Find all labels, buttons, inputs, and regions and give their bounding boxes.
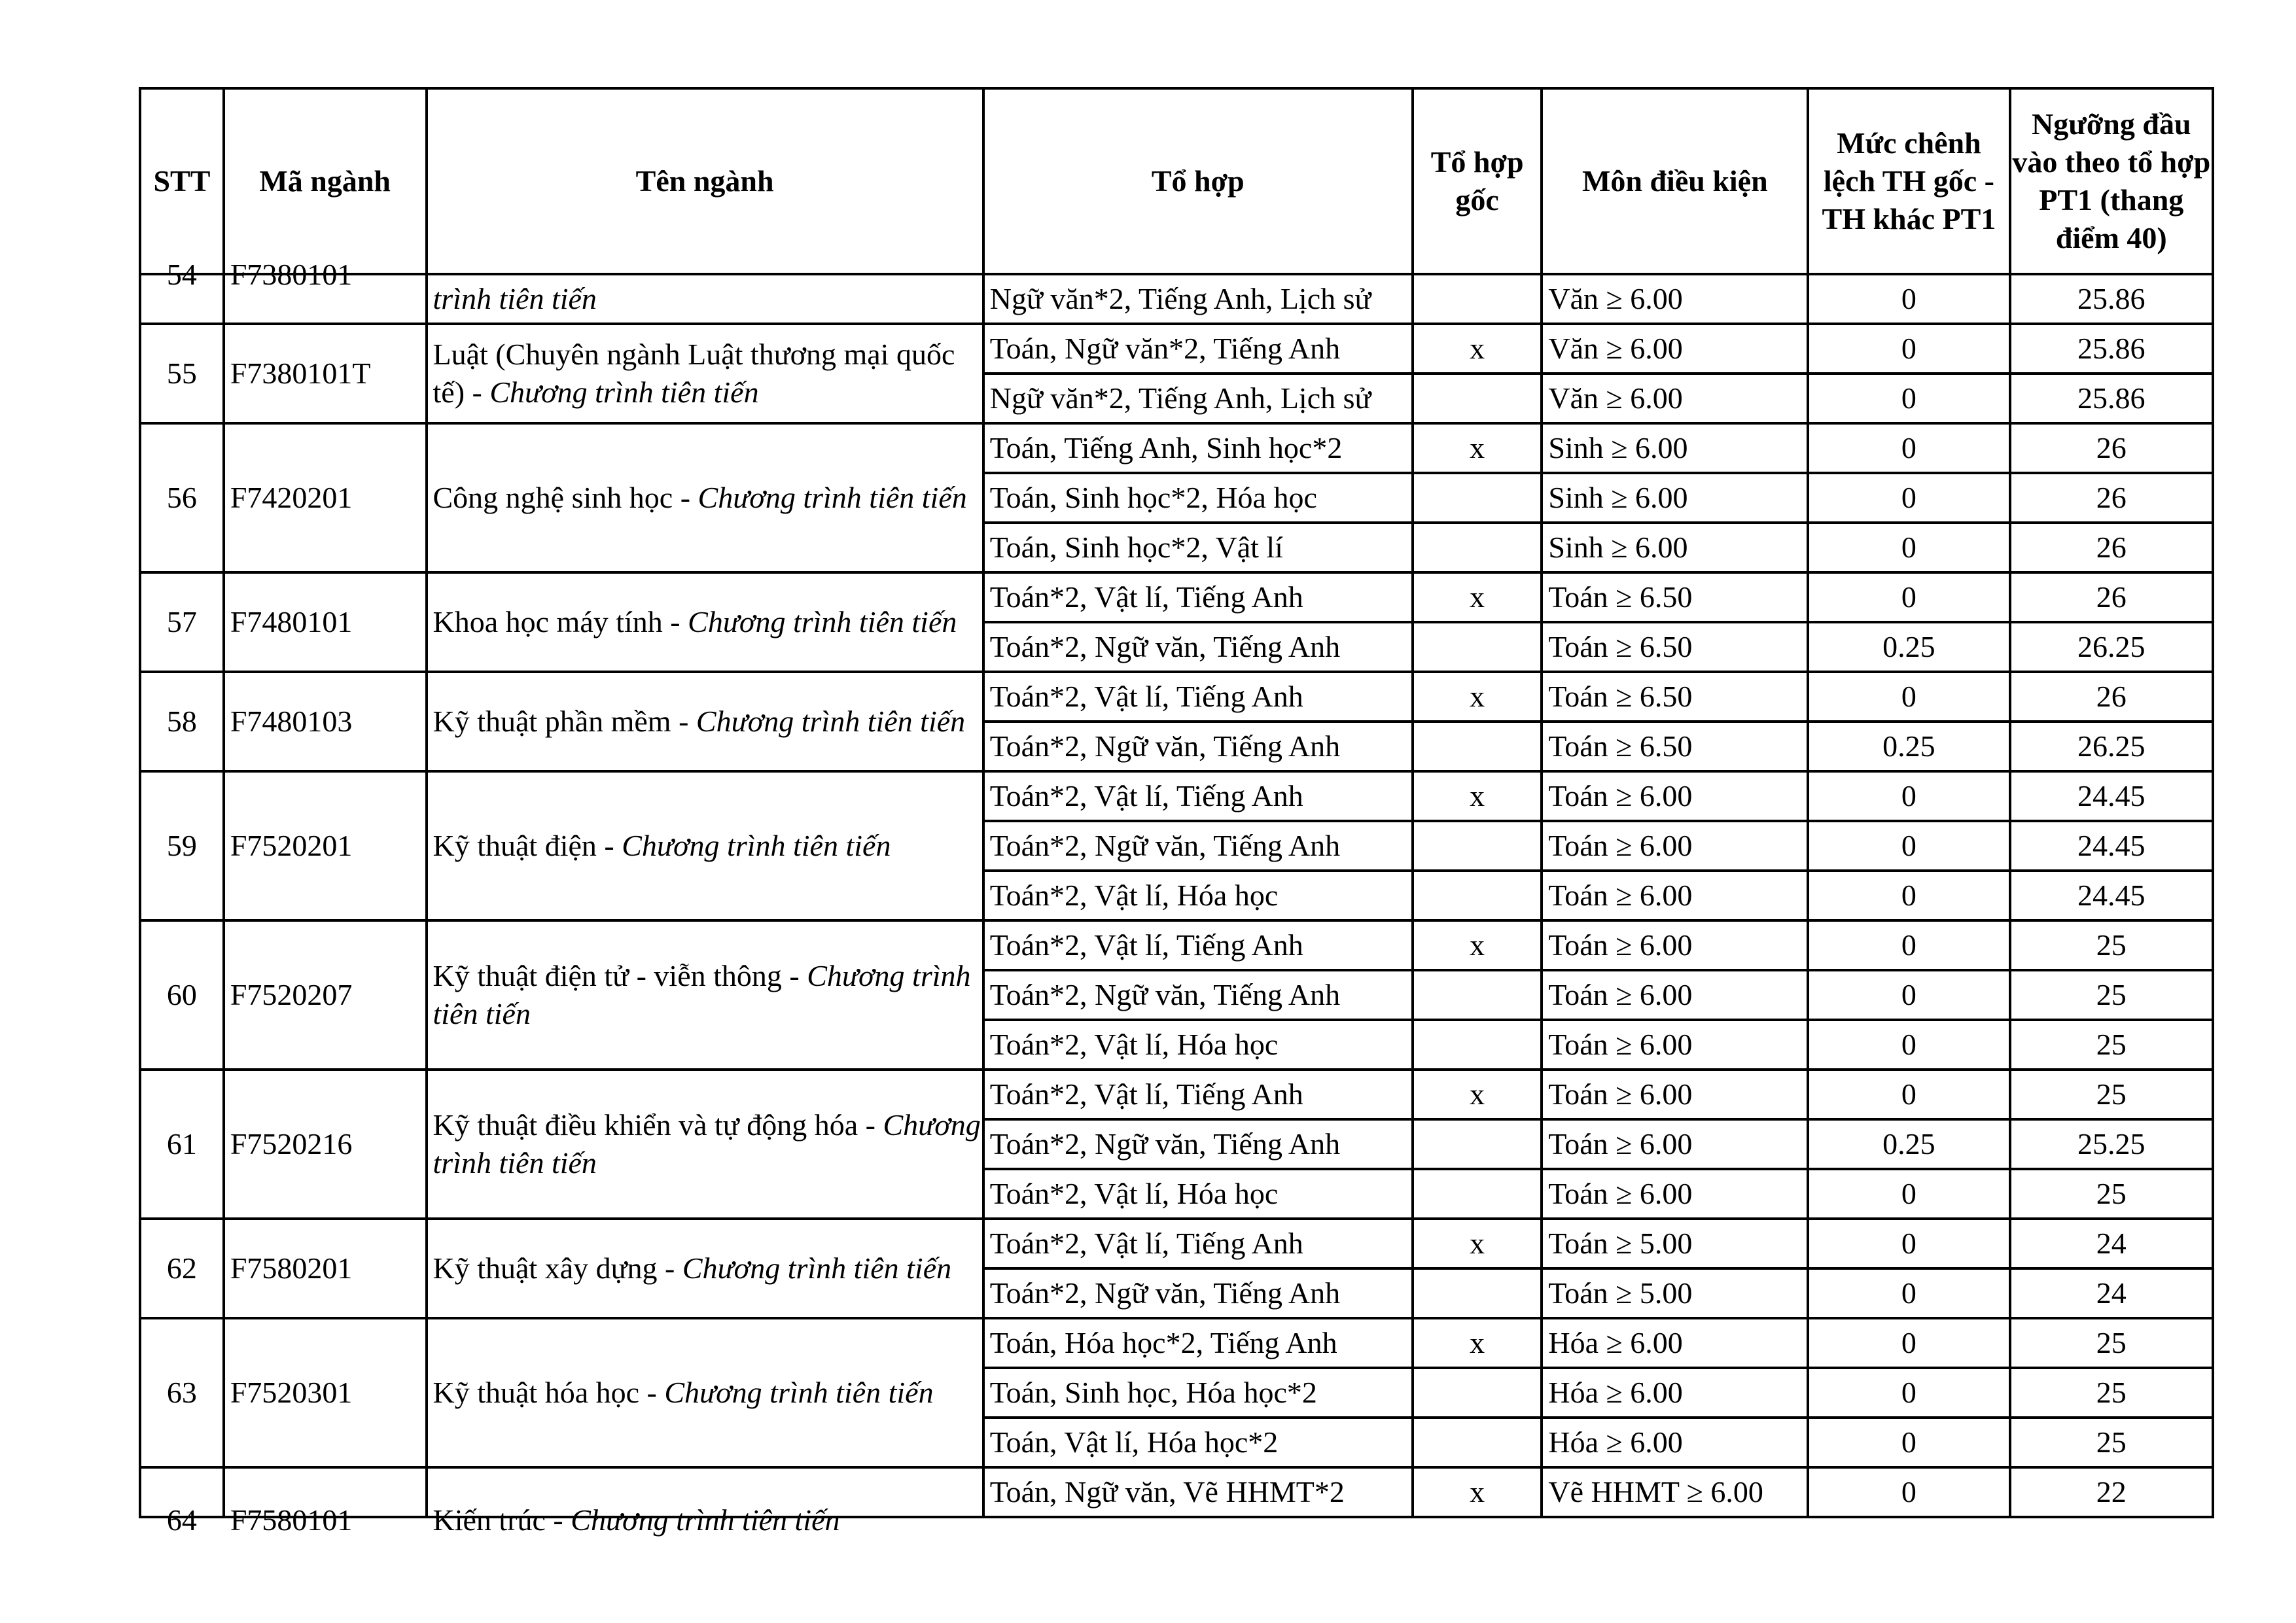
table-row [140, 324, 2213, 374]
table-row [140, 572, 2213, 622]
cell-muc-chenh-lech: 0 [1808, 473, 2009, 523]
cell-to-hop: Ngữ văn*2, Tiếng Anh, Lịch sử [983, 374, 1413, 423]
cell-nguong: 26 [2010, 523, 2213, 572]
cell-ten-nganh [427, 771, 983, 920]
cell-to-hop: Toán*2, Ngữ văn, Tiếng Anh [983, 1268, 1413, 1318]
ten-nganh-italic: Chương trình tiên tiến [489, 375, 759, 409]
cell-mon-dieu-kien: Hóa ≥ 6.00 [1542, 1418, 1808, 1467]
cell-to-hop: Toán, Sinh học, Hóa học*2 [983, 1368, 1413, 1418]
ma-nganh-text: F7520207 [230, 978, 353, 1011]
cell-to-hop: Toán, Hóa học*2, Tiếng Anh [983, 1318, 1413, 1368]
cell-stt [140, 771, 224, 920]
cell-nguong: 26 [2010, 572, 2213, 622]
cell-stt [140, 1219, 224, 1318]
ma-nganh-text: F7480103 [230, 705, 353, 738]
table-row [140, 1467, 2213, 1517]
stt-text: 54 [166, 258, 197, 291]
cell-nguong: 25 [2010, 1169, 2213, 1219]
cell-muc-chenh-lech: 0 [1808, 1020, 2009, 1070]
header-ma-nganh: Mã ngành [224, 88, 427, 274]
ten-nganh-italic: Chương trình tiên tiến [696, 705, 966, 738]
cell-to-hop: Toán*2, Ngữ văn, Tiếng Anh [983, 821, 1413, 871]
cell-nguong: 26 [2010, 672, 2213, 722]
cell-mon-dieu-kien: Sinh ≥ 6.00 [1542, 473, 1808, 523]
cell-to-hop: Toán*2, Ngữ văn, Tiếng Anh [983, 722, 1413, 771]
cell-stt [140, 423, 224, 572]
ma-nganh-text: F7580201 [230, 1251, 353, 1285]
ten-nganh-text: Kỹ thuật điều khiển và tự động hóa - [433, 1108, 883, 1142]
cell-mon-dieu-kien: Hóa ≥ 6.00 [1542, 1318, 1808, 1368]
cell-to-hop: Toán, Ngữ văn*2, Tiếng Anh [983, 324, 1413, 374]
cell-mon-dieu-kien: Toán ≥ 5.00 [1542, 1268, 1808, 1318]
stt-text: 64 [166, 1503, 197, 1537]
cell-muc-chenh-lech: 0 [1808, 771, 2009, 821]
cell-to-hop: Toán*2, Ngữ văn, Tiếng Anh [983, 970, 1413, 1020]
ten-nganh-italic: Chương trình tiên tiến [433, 1108, 981, 1179]
cell-to-hop-goc: x [1413, 1318, 1542, 1368]
header-muc-chenh-lech: Mức chênh lệch TH gốc - TH khác PT1 [1808, 88, 2009, 274]
cell-muc-chenh-lech: 0 [1808, 821, 2009, 871]
cell-stt [140, 672, 224, 771]
header-mon-dieu-kien: Môn điều kiện [1542, 88, 1808, 274]
cell-mon-dieu-kien: Toán ≥ 5.00 [1542, 1219, 1808, 1268]
cell-to-hop-goc: x [1413, 1219, 1542, 1268]
cell-mon-dieu-kien: Toán ≥ 6.00 [1542, 821, 1808, 871]
cell-to-hop: Toán, Tiếng Anh, Sinh học*2 [983, 423, 1413, 473]
cell-mon-dieu-kien: Toán ≥ 6.00 [1542, 970, 1808, 1020]
cell-mon-dieu-kien: Toán ≥ 6.00 [1542, 1169, 1808, 1219]
stt-text: 55 [166, 357, 197, 390]
cell-to-hop: Toán, Ngữ văn, Vẽ HHMT*2 [983, 1467, 1413, 1517]
cell-to-hop: Toán*2, Ngữ văn, Tiếng Anh [983, 622, 1413, 672]
cell-muc-chenh-lech: 0 [1808, 274, 2009, 324]
cell-to-hop: Toán*2, Vật lí, Tiếng Anh [983, 1219, 1413, 1268]
cell-nguong: 22 [2010, 1467, 2213, 1517]
cell-nguong: 24.45 [2010, 821, 2213, 871]
cell-muc-chenh-lech: 0 [1808, 523, 2009, 572]
ten-nganh-text: Kỹ thuật hóa học - [433, 1376, 665, 1409]
cell-ten-nganh [427, 1070, 983, 1219]
cell-to-hop-goc [1413, 1119, 1542, 1169]
cell-muc-chenh-lech: 0 [1808, 374, 2009, 423]
cell-muc-chenh-lech: 0 [1808, 1070, 2009, 1119]
cell-to-hop: Ngữ văn*2, Tiếng Anh, Lịch sử [983, 274, 1413, 324]
cell-ma-nganh [224, 572, 427, 672]
cell-nguong: 24 [2010, 1268, 2213, 1318]
cell-muc-chenh-lech: 0 [1808, 423, 2009, 473]
cell-ten-nganh [427, 920, 983, 1070]
cell-ma-nganh [224, 771, 427, 920]
cell-muc-chenh-lech: 0 [1808, 672, 2009, 722]
cell-muc-chenh-lech: 0 [1808, 1169, 2009, 1219]
cell-muc-chenh-lech: 0.25 [1808, 1119, 2009, 1169]
ten-nganh-italic: Chương trình tiên tiến [682, 1251, 952, 1285]
header-to-hop-goc: Tổ hợp gốc [1413, 88, 1542, 274]
ten-nganh-text: Luật (Chuyên ngành Luật thương mại quốc tế) - [433, 338, 955, 409]
stt-text: 60 [166, 978, 197, 1011]
cell-mon-dieu-kien: Toán ≥ 6.50 [1542, 672, 1808, 722]
cell-to-hop: Toán*2, Vật lí, Tiếng Anh [983, 920, 1413, 970]
cell-to-hop-goc [1413, 1268, 1542, 1318]
cell-ma-nganh [224, 672, 427, 771]
ten-nganh-text: Kỹ thuật xây dựng - [433, 1251, 682, 1285]
table-row [140, 920, 2213, 970]
cell-ten-nganh [427, 1219, 983, 1318]
cell-muc-chenh-lech: 0 [1808, 1368, 2009, 1418]
ma-nganh-text: F7520301 [230, 1376, 353, 1409]
cell-to-hop-goc: x [1413, 1467, 1542, 1517]
stt-text: 62 [166, 1251, 197, 1285]
cell-mon-dieu-kien: Toán ≥ 6.50 [1542, 722, 1808, 771]
stt-text: 63 [166, 1376, 197, 1409]
header-stt: STT [140, 88, 224, 274]
cell-to-hop-goc: x [1413, 771, 1542, 821]
cell-nguong: 25 [2010, 1418, 2213, 1467]
cell-to-hop-goc [1413, 523, 1542, 572]
table-row [140, 1318, 2213, 1368]
cell-to-hop-goc [1413, 1169, 1542, 1219]
cell-to-hop: Toán*2, Ngữ văn, Tiếng Anh [983, 1119, 1413, 1169]
ten-nganh-text: Khoa học máy tính - [433, 605, 688, 638]
table-viewport [139, 87, 2214, 1537]
cell-to-hop-goc [1413, 1368, 1542, 1418]
cell-stt [140, 258, 224, 324]
cell-mon-dieu-kien: Văn ≥ 6.00 [1542, 374, 1808, 423]
cell-ten-nganh [427, 672, 983, 771]
ma-nganh-text: F7380101T [230, 357, 371, 390]
cell-nguong: 25.86 [2010, 374, 2213, 423]
cell-nguong: 26.25 [2010, 722, 2213, 771]
cell-nguong: 25 [2010, 1020, 2213, 1070]
ten-nganh-text: Công nghệ sinh học - [433, 481, 698, 514]
cell-nguong: 25 [2010, 1070, 2213, 1119]
cell-to-hop-goc: x [1413, 324, 1542, 374]
cell-ma-nganh [224, 324, 427, 423]
cell-mon-dieu-kien: Toán ≥ 6.00 [1542, 1119, 1808, 1169]
cell-nguong: 25 [2010, 920, 2213, 970]
cell-nguong: 25 [2010, 970, 2213, 1020]
cell-stt [140, 1070, 224, 1219]
ma-nganh-text: F7580101 [230, 1503, 353, 1537]
cell-to-hop-goc [1413, 722, 1542, 771]
stt-text: 57 [166, 605, 197, 638]
cell-to-hop-goc [1413, 970, 1542, 1020]
cell-nguong: 26 [2010, 473, 2213, 523]
ten-nganh-text: Kiến trúc - [433, 1503, 571, 1537]
ten-nganh-text: Kỹ thuật điện tử - viễn thông - [433, 959, 807, 992]
cell-mon-dieu-kien: Toán ≥ 6.00 [1542, 1020, 1808, 1070]
ma-nganh-text: F7480101 [230, 605, 353, 638]
cell-muc-chenh-lech: 0 [1808, 1318, 2009, 1368]
cell-ma-nganh [224, 1219, 427, 1318]
cell-mon-dieu-kien: Toán ≥ 6.00 [1542, 871, 1808, 920]
table-row [140, 672, 2213, 722]
table-row [140, 1219, 2213, 1268]
cell-nguong: 24.45 [2010, 871, 2213, 920]
ten-nganh-wrap [433, 1501, 982, 1539]
cell-nguong: 26 [2010, 423, 2213, 473]
cell-muc-chenh-lech: 0 [1808, 572, 2009, 622]
cell-ten-nganh [427, 1318, 983, 1467]
cell-to-hop-goc [1413, 473, 1542, 523]
cell-mon-dieu-kien: Toán ≥ 6.00 [1542, 920, 1808, 970]
cell-stt [140, 1318, 224, 1467]
cell-to-hop-goc: x [1413, 1070, 1542, 1119]
ten-nganh-italic: Chương trình tiên tiến [688, 605, 957, 638]
cell-to-hop-goc [1413, 374, 1542, 423]
ten-nganh-italic: Chương trình tiên tiến [571, 1503, 840, 1537]
cell-muc-chenh-lech: 0 [1808, 1467, 2009, 1517]
ten-nganh-italic: Chương trình tiên tiến [433, 959, 971, 1030]
cell-ten-nganh [427, 1467, 983, 1537]
cell-to-hop: Toán*2, Vật lí, Tiếng Anh [983, 572, 1413, 622]
ma-nganh-text: F7520216 [230, 1127, 353, 1161]
cell-mon-dieu-kien: Hóa ≥ 6.00 [1542, 1368, 1808, 1418]
cell-ten-nganh [427, 423, 983, 572]
cell-muc-chenh-lech: 0 [1808, 1418, 2009, 1467]
cell-mon-dieu-kien: Toán ≥ 6.00 [1542, 1070, 1808, 1119]
cell-ten-nganh [427, 324, 983, 423]
header-ten-nganh: Tên ngành [427, 88, 983, 274]
cell-mon-dieu-kien: Văn ≥ 6.00 [1542, 324, 1808, 374]
cell-to-hop-goc: x [1413, 672, 1542, 722]
cell-to-hop: Toán, Sinh học*2, Hóa học [983, 473, 1413, 523]
cell-nguong: 25.25 [2010, 1119, 2213, 1169]
stt-text: 61 [166, 1127, 197, 1161]
cell-to-hop-goc [1413, 1020, 1542, 1070]
cell-ten-nganh [427, 274, 983, 324]
header-nguong: Ngưỡng đầu vào theo tổ hợp PT1 (thang điểm 40) [2010, 88, 2213, 274]
stt-text: 59 [166, 829, 197, 862]
header-to-hop: Tổ hợp [983, 88, 1413, 274]
cell-to-hop: Toán*2, Vật lí, Tiếng Anh [983, 672, 1413, 722]
cell-to-hop: Toán*2, Vật lí, Hóa học [983, 1020, 1413, 1070]
admission-threshold-table [139, 87, 2214, 1537]
cell-ma-nganh [224, 1467, 427, 1537]
cell-ma-nganh [224, 920, 427, 1070]
cell-muc-chenh-lech: 0.25 [1808, 722, 2009, 771]
cell-nguong: 24 [2010, 1219, 2213, 1268]
cell-mon-dieu-kien: Văn ≥ 6.00 [1542, 274, 1808, 324]
ma-nganh-text: F7380101 [230, 258, 353, 291]
ten-nganh-italic: Chương trình tiên tiến [698, 481, 967, 514]
cell-nguong: 24.45 [2010, 771, 2213, 821]
cell-nguong: 25 [2010, 1368, 2213, 1418]
cell-to-hop: Toán, Sinh học*2, Vật lí [983, 523, 1413, 572]
cell-muc-chenh-lech: 0 [1808, 1268, 2009, 1318]
ten-nganh-text: Kỹ thuật điện - [433, 829, 622, 862]
cell-nguong: 25.86 [2010, 324, 2213, 374]
cell-ma-nganh [224, 258, 427, 324]
cell-mon-dieu-kien: Sinh ≥ 6.00 [1542, 423, 1808, 473]
cell-muc-chenh-lech: 0 [1808, 1219, 2009, 1268]
cell-stt [140, 572, 224, 672]
cell-to-hop-goc [1413, 274, 1542, 324]
cell-nguong: 26.25 [2010, 622, 2213, 672]
stt-text: 56 [166, 481, 197, 514]
cell-ten-nganh [427, 572, 983, 672]
ma-nganh-text: F7520201 [230, 829, 353, 862]
cell-to-hop-goc: x [1413, 920, 1542, 970]
cell-nguong: 25.86 [2010, 274, 2213, 324]
cell-mon-dieu-kien: Toán ≥ 6.50 [1542, 622, 1808, 672]
cell-mon-dieu-kien: Toán ≥ 6.00 [1542, 771, 1808, 821]
ten-nganh-italic: Chương trình tiên tiến [622, 829, 891, 862]
cell-muc-chenh-lech: 0.25 [1808, 622, 2009, 672]
cell-stt [140, 920, 224, 1070]
cell-to-hop: Toán*2, Vật lí, Tiếng Anh [983, 771, 1413, 821]
cell-muc-chenh-lech: 0 [1808, 871, 2009, 920]
cell-to-hop-goc: x [1413, 423, 1542, 473]
ma-nganh-text: F7420201 [230, 481, 353, 514]
cell-muc-chenh-lech: 0 [1808, 920, 2009, 970]
cell-stt [140, 1467, 224, 1537]
cell-to-hop: Toán, Vật lí, Hóa học*2 [983, 1418, 1413, 1467]
ten-nganh-italic: trình tiên tiến [433, 282, 597, 315]
cell-to-hop-goc: x [1413, 572, 1542, 622]
ten-nganh-italic: Chương trình tiên tiến [664, 1376, 934, 1409]
cell-to-hop: Toán*2, Vật lí, Hóa học [983, 871, 1413, 920]
cell-mon-dieu-kien: Vẽ HHMT ≥ 6.00 [1542, 1467, 1808, 1517]
header-row [140, 88, 2213, 274]
table-row [140, 771, 2213, 821]
cell-to-hop: Toán*2, Vật lí, Tiếng Anh [983, 1070, 1413, 1119]
cell-nguong: 25 [2010, 1318, 2213, 1368]
cell-to-hop-goc [1413, 622, 1542, 672]
ten-nganh-text: Kỹ thuật phần mềm - [433, 705, 696, 738]
cell-mon-dieu-kien: Toán ≥ 6.50 [1542, 572, 1808, 622]
cell-to-hop-goc [1413, 821, 1542, 871]
cell-ma-nganh [224, 1318, 427, 1467]
cell-to-hop-goc [1413, 1418, 1542, 1467]
cell-to-hop-goc [1413, 871, 1542, 920]
cell-muc-chenh-lech: 0 [1808, 970, 2009, 1020]
table-row [140, 1070, 2213, 1119]
cell-muc-chenh-lech: 0 [1808, 324, 2009, 374]
cell-stt [140, 324, 224, 423]
table-row [140, 423, 2213, 473]
table-row [140, 274, 2213, 324]
cell-mon-dieu-kien: Sinh ≥ 6.00 [1542, 523, 1808, 572]
cell-ma-nganh [224, 1070, 427, 1219]
cell-to-hop: Toán*2, Vật lí, Hóa học [983, 1169, 1413, 1219]
stt-text: 58 [166, 705, 197, 738]
cell-ma-nganh [224, 423, 427, 572]
